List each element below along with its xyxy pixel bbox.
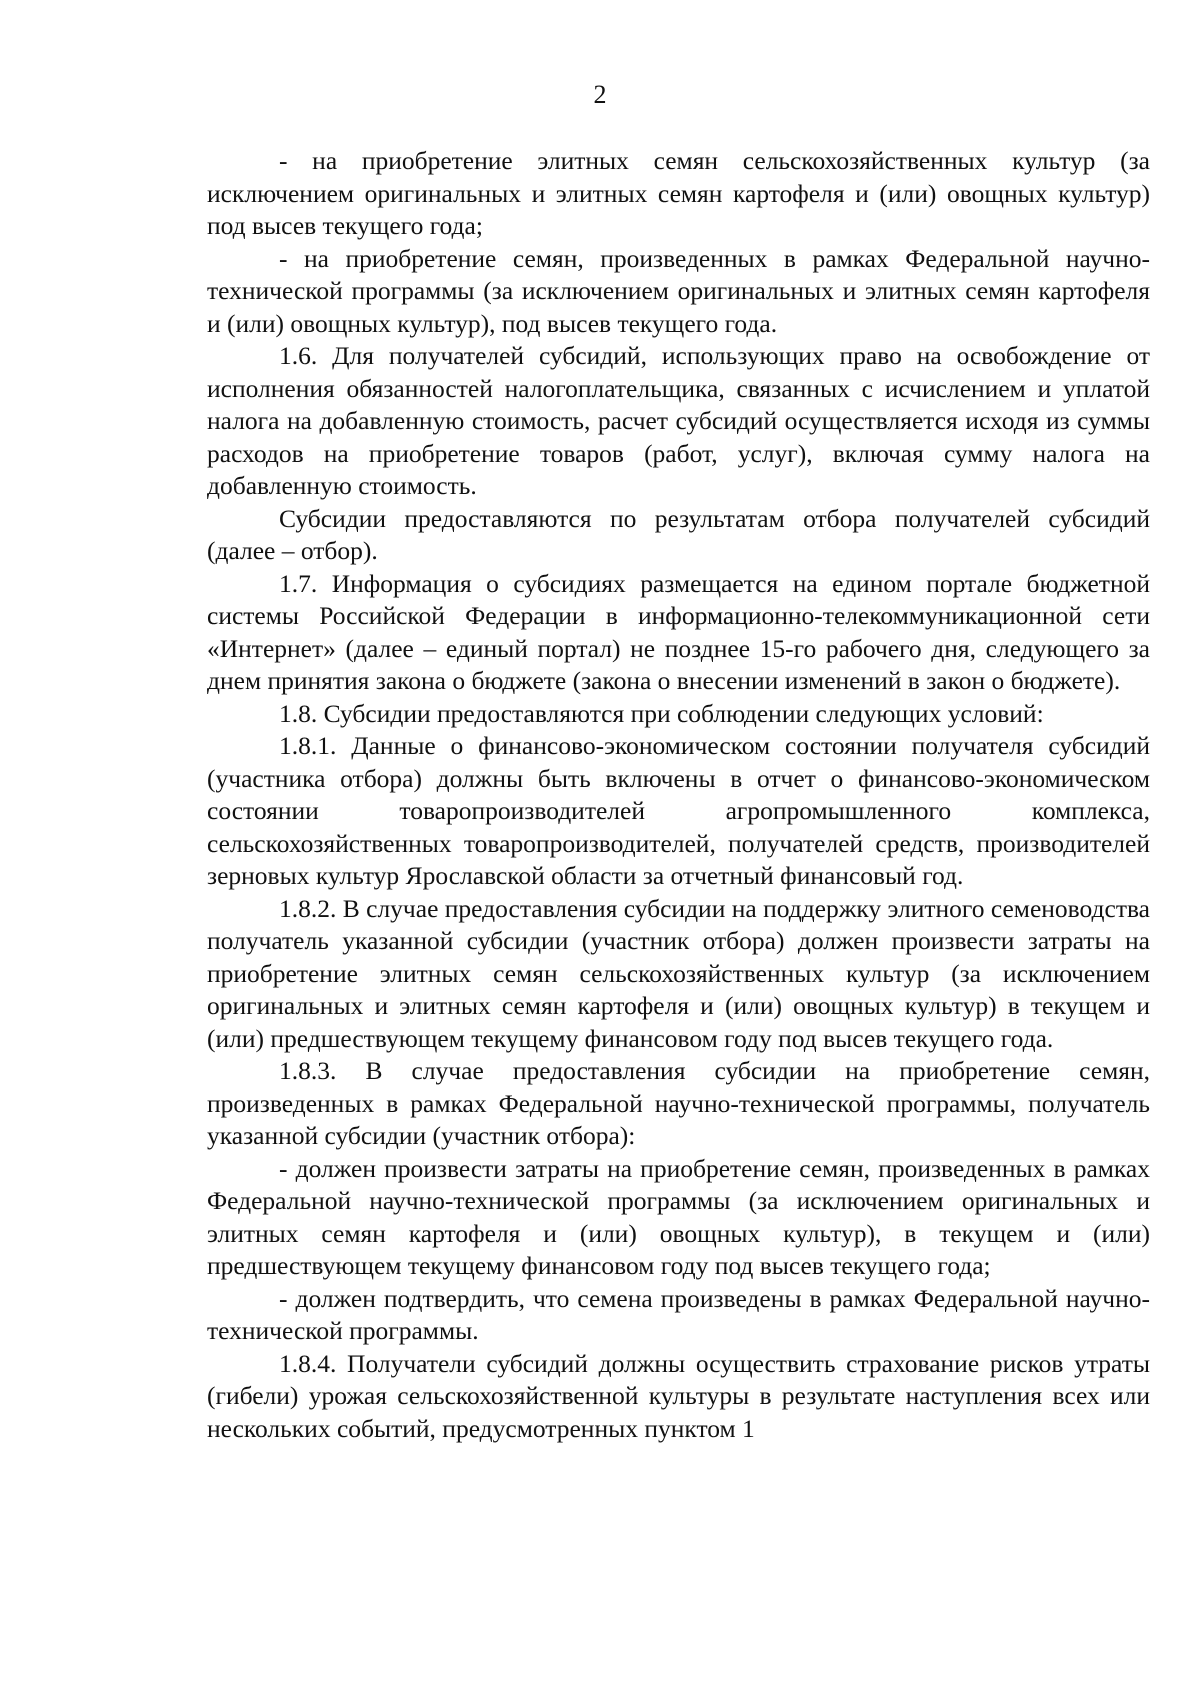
paragraph-1-8-4: 1.8.4. Получатели субсидий должны осуществить страхование рисков утраты (гибели) урожая сельскохозяйственной культуры в результате наступления всех или нескольких событий, предусмотренных пунктом 1: [207, 1348, 1150, 1443]
paragraph-1-8: 1.8. Субсидии предоставляются при соблюдении следующих условий:: [279, 698, 1044, 728]
paragraph-1-8-3-costs: - должен произвести затраты на приобретение семян, произведенных в рамках Федеральной научно-технической программы (за исключением оригинальных и элитных семян картофеля и (или) овощных культур), в текущем и (или) предшествующем текущему финансовом году под высев текущего года;: [207, 1153, 1150, 1280]
paragraph-1-6: 1.6. Для получателей субсидий, использующих право на освобождение от исполнения обязанностей налогоплательщика, связанных с исчислением и уплатой налога на добавленную стоимость, расчет субсидий осуществляется исходя из суммы расходов на приобретение товаров (работ, услуг), включая сумму налога на добавленную стоимость.: [207, 341, 1150, 500]
paragraph-1-8-1: 1.8.1. Данные о финансово-экономическом состоянии получателя субсидий (участника отбора) должны быть включены в отчет о финансово-экономическом состоянии товаропроизводителей агропромышленного комплекса, сельскохозяйственных товаропроизводителей, получателей средств, производителей зерновых культур Ярославской области за отчетный финансовый год.: [207, 731, 1150, 890]
document-body: [207, 145, 1150, 1445]
paragraph-1-8-3-confirm: - должен подтвердить, что семена произведены в рамках Федеральной научно-технической программы.: [207, 1283, 1150, 1345]
paragraph-1-7: 1.7. Информация о субсидиях размещается на едином портале бюджетной системы Российской Федерации в информационно-телекоммуникационной сети «Интернет» (далее – единый портал) не позднее 15-го рабочего дня, следующего за днем принятия закона о бюджете (закона о внесении изменений в закон о бюджете).: [207, 568, 1150, 695]
paragraph-selection: Субсидии предоставляются по результатам отбора получателей субсидий (далее – отбор).: [207, 503, 1150, 565]
paragraph-elite-seeds: - на приобретение элитных семян сельскохозяйственных культур (за исключением оригинальных и элитных семян картофеля и (или) овощных культур) под высев текущего года;: [207, 146, 1150, 240]
page-number: 2: [593, 80, 607, 109]
paragraph-1-8-3: 1.8.3. В случае предоставления субсидии на приобретение семян, произведенных в рамках Федеральной научно-технической программы, получатель указанной субсидии (участник отбора):: [207, 1056, 1150, 1150]
paragraph-1-8-2: 1.8.2. В случае предоставления субсидии на поддержку элитного семеноводства получатель указанной субсидии (участник отбора) должен произвести затраты на приобретение элитных семян сельскохозяйственных культур (за исключением оригинальных и элитных семян картофеля и (или) овощных культур) в текущем и (или) предшествующем текущему финансовом году под высев текущего года.: [207, 893, 1150, 1053]
paragraph-federal-program-seeds: - на приобретение семян, произведенных в рамках Федеральной научно-технической программы (за исключением оригинальных и элитных семян картофеля и (или) овощных культур), под высев текущего года.: [207, 243, 1150, 338]
